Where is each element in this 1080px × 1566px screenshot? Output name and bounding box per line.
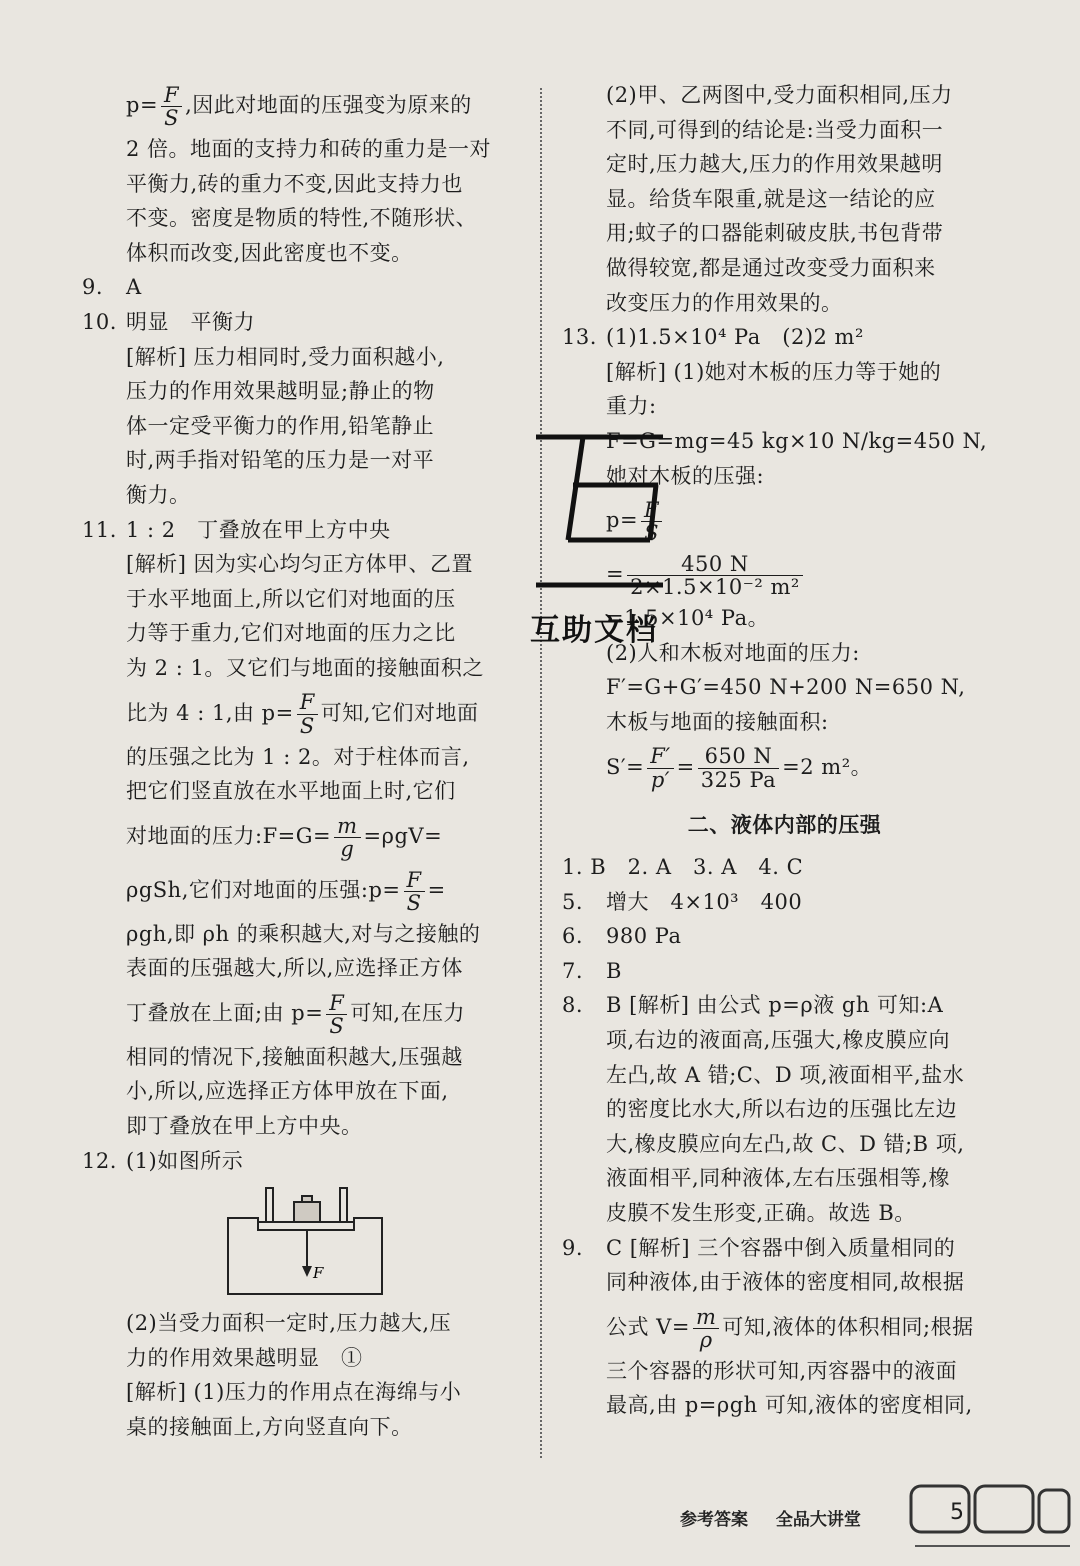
left-column [82,78,524,1445]
answer-6: 6. 980 Pa [562,924,682,949]
text-line: =1.5×10⁴ Pa。 [606,606,770,631]
fraction: $\frac{650 N}{325 Pa}$ [698,745,779,790]
text-line: 为 2 : 1。又它们与地面的接触面积之 [126,655,484,680]
fraction: $\frac{m}{\rho}$ [693,1306,719,1351]
force-label: F [313,1264,324,1283]
text-line: 衡力。 [126,482,191,507]
force-arrow-head [302,1266,312,1277]
table-top [258,1222,354,1230]
fraction: $\frac{m}{g}$ [334,815,360,860]
text-line: 的密度比水大,所以右边的压强比左边 [606,1097,958,1122]
text-line: 即丁叠放在甲上方中央。 [126,1114,363,1139]
text-line: 皮膜不发生形变,正确。故选 B。 [606,1201,916,1226]
text-line: p= $\frac{F}{S}$ ,因此对地面的压强变为原来的 [126,82,472,130]
text-line: 做得较宽,都是通过改变受力面积来 [606,255,936,280]
text-line: = $\frac{450 N}{\text{2×1.5×10⁻² m²}}$ [562,547,1007,601]
text-line: 表面的压强越大,所以,应选择正方体 [126,956,463,981]
text-line: 不变。密度是物质的特性,不随形状、 [126,206,478,231]
text-line: 用;蚊子的口器能刺破皮肤,书包背带 [606,221,944,246]
fraction: $\frac{450 N}{\text{2×1.5×10⁻² m²}}$ [627,553,803,598]
text-line: [解析] 压力相同时,受力面积越小, [126,344,445,369]
text-line: 力等于重力,它们对地面的压力之比 [126,621,456,646]
fraction: $\frac{F'}{p'}$ [647,745,673,790]
text-line: [解析] 因为实心均匀正方体甲、乙置 [126,552,474,577]
text-line: 项,右边的液面高,压强大,橡皮膜应向 [606,1028,951,1053]
answer-13: 13. (1)1.5×10⁴ Pa (2)2 m² [562,325,864,350]
text-line: ρgh,即 ρh 的乘积越大,对与之接触的 [126,921,481,946]
text-line: 对地面的压力:F=G= $\frac{m}{g}$ =ρgV= [126,813,443,861]
answer-11: 11. 1 : 2 丁叠放在甲上方中央 [82,517,391,542]
text-line: 把它们竖直放在水平地面上时,它们 [126,779,456,804]
text-line: [解析] (1)她对木板的压力等于她的 [606,359,942,384]
table-on-sponge-figure [222,1182,392,1302]
text-line: 体一定受平衡力的作用,铅笔静止 [126,413,435,438]
text-line: 公式 V= $\frac{m}{\rho}$ 可知,液体的体积相同;根据 [606,1304,974,1352]
text-line: (2)当受力面积一定时,压力越大,压 [126,1311,452,1336]
answers-1-4: 1. B 2. A 3. A 4. C [562,855,804,880]
text-line: 比为 4 : 1,由 p= $\frac{F}{S}$ 可知,它们对地面 [126,690,479,738]
text-line: 于水平地面上,所以它们对地面的压 [126,586,456,611]
column-divider [540,88,542,1458]
text-line: 同种液体,由于液体的密度相同,故根据 [606,1270,965,1295]
text-line: (2)甲、乙两图中,受力面积相同,压力 [606,83,953,107]
text-line: 改变压力的作用效果的。 [606,290,843,315]
text-line: 大,橡皮膜应向左凸,故 C、D 错;B 项, [606,1131,965,1156]
answer-9-liquid: 9. C [解析] 三个容器中倒入质量相同的 [562,1235,956,1260]
weight-block [294,1202,320,1222]
section-title: 二、液体内部的压强 [687,812,882,837]
text-line: 木板与地面的接触面积: [606,709,829,734]
fraction: $\frac{F}{S}$ [404,869,425,914]
footer-label-answers: 参考答案 [680,1510,748,1530]
text-line: 桌的接触面上,方向竖直向下。 [126,1415,413,1440]
text-line: 时,两手指对铅笔的压力是一对平 [126,448,435,473]
page-footer [680,1505,883,1530]
table-leg-right [340,1188,347,1222]
text-line: [解析] (1)压力的作用点在海绵与小 [126,1380,462,1405]
text-line: S′= $\frac{F'}{p'}$ = $\frac{650 N}{325 Pa}$ =2 m²。 [606,744,873,792]
text-line: ρgSh,它们对地面的压强:p= $\frac{F}{S}$ = [126,867,446,915]
text-line: 力的作用效果越明显 ① [126,1345,363,1370]
answer-8: 8. B [解析] 由公式 p=ρ液 gh 可知:A [562,993,944,1018]
page-number: 5 [950,1500,964,1525]
answer-5: 5. 增大 4×10³ 400 [562,889,803,914]
text-line: 液面相平,同种液体,左右压强相等,橡 [606,1166,951,1191]
table-leg-left [266,1188,273,1222]
right-column [562,78,1007,1423]
text-line: 2 倍。地面的支持力和砖的重力是一对 [126,137,492,161]
text-line: (2)人和木板对地面的压力: [606,640,860,665]
text-line: 她对木板的压强: [606,463,765,488]
text-line: 平衡力,砖的重力不变,因此支持力也 [126,171,463,196]
text-line: 体积而改变,因此密度也不变。 [126,240,413,265]
corner-stamp-icon [905,1480,1075,1560]
text-line: 左凸,故 A 错;C、D 项,液面相平,盐水 [606,1062,965,1087]
weight-knob [302,1196,312,1202]
answer-10: 10. 明显 平衡力 [82,309,255,334]
text-line: 丁叠放在上面;由 p= $\frac{F}{S}$ 可知,在压力 [126,990,466,1038]
fraction: $\frac{F}{S}$ [161,84,182,129]
text-line: 最高,由 p=ρgh 可知,液体的密度相同, [606,1393,973,1418]
text-line: 压力的作用效果越明显;静止的物 [126,379,435,404]
text-line: F′=G+G′=450 N+200 N=650 N, [606,675,966,700]
text-line: 不同,可得到的结论是:当受力面积一 [606,117,944,142]
answer-7: 7. B [562,958,622,983]
answer-9: 9. A [82,275,142,300]
answer-12: 12. (1)如图所示 [82,1148,244,1173]
fraction: $\frac{F}{S}$ [297,691,318,736]
text-line: 小,所以,应选择正方体甲放在下面, [126,1079,449,1104]
text-line: F=G=mg=45 kg×10 N/kg=450 N, [606,428,988,453]
watermark-logo-icon [528,425,668,595]
text-line: 重力: [606,394,657,419]
watermark-text: 互助文档 [530,613,658,648]
text-line: 显。给货车限重,就是这一结论的应 [606,186,936,211]
text-line: 的压强之比为 1 : 2。对于柱体而言, [126,744,470,769]
text-line: 三个容器的形状可知,丙容器中的液面 [606,1358,958,1383]
fraction: $\frac{F}{S}$ [641,499,662,544]
text-line: 定时,压力越大,压力的作用效果越明 [606,152,943,177]
text-line: 相同的情况下,接触面积越大,压强越 [126,1044,463,1069]
fraction: $\frac{F}{S}$ [326,992,347,1037]
text-line: p= $\frac{F}{S}$ [562,493,1007,547]
footer-label-series: 全品大讲堂 [775,1510,861,1530]
